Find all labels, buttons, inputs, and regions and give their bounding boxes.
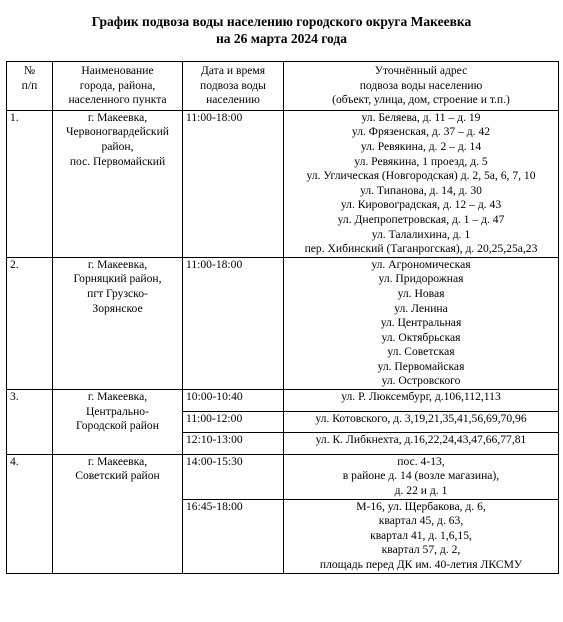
locality-line: Червоногвардейский [66,125,169,139]
header-text: п/п [21,78,38,92]
table-body [7,110,559,573]
table-row [7,110,559,257]
cell-spacer [287,448,555,454]
address-line: квартал 45, д. 63, [378,514,464,528]
header-text: № [23,64,36,77]
address-cell [284,110,559,257]
address-line: в районе д. 14 (возле магазина), [342,469,500,483]
cell-spacer [287,426,555,432]
address-line: квартал 57, д. 2, [381,543,461,557]
locality-line: г. Макеевка, [87,454,148,468]
locality-cell [53,110,183,257]
header-address [284,62,559,111]
header-locality [53,62,183,111]
address-cell [284,411,559,433]
address-cell [284,257,559,389]
delivery-time: 12:10-13:00 [183,433,284,455]
document-title [0,13,563,47]
address-line: ул. Центральная [380,316,462,330]
header-text: подвоза воды [200,78,266,92]
address-line: ул. Ревякина, д. 2 – д. 14 [360,139,482,153]
address-cell [284,433,559,455]
row-number: 1. [7,110,53,257]
address-line: ул. Типанова, д. 14, д. 30 [360,183,482,197]
address-line: ул. Ленина [394,301,448,315]
locality-line: Зорянское [92,301,143,315]
locality-line: Центрально- [86,404,149,418]
address-cell [284,454,559,499]
address-line: ул. Фрязенская, д. 37 – д. 42 [351,125,491,139]
address-line: ул. Р. Люксембург, д.106,112,113 [341,390,501,404]
delivery-time: 11:00-18:00 [183,110,284,257]
address-line: квартал 41, д. 1,6,15, [370,528,472,542]
address-cell [284,499,559,573]
address-line: ул. Новая [397,286,445,300]
locality-cell [53,390,183,455]
address-line: ул. Углическая (Новгородская) д. 2, 5а, 6, 7, 10 [306,169,536,183]
header-datetime [183,62,284,111]
delivery-time: 14:00-15:30 [183,454,284,499]
header-text: населенного пункта [68,93,167,107]
address-line: ул. Советская [387,345,455,359]
locality-line: пгт Грузско- [87,286,148,300]
address-line: ул. Талалихина, д. 1 [371,227,471,241]
locality-line: г. Макеевка, [87,390,148,404]
locality-line: г. Макеевка, [87,110,148,124]
table-row [7,390,559,412]
address-line: ул. Котовского, д. 3,19,21,35,41,56,69,70,96 [315,411,527,425]
delivery-time: 16:45-18:00 [183,499,284,573]
header-text: (объект, улица, дом, строение и т.п.) [332,93,510,107]
locality-line: пос. Первомайский [69,154,166,168]
address-line: пер. Хибинский (Таганрогская), д. 20,25,25а,23 [304,242,538,256]
delivery-time: 11:00-18:00 [183,257,284,389]
address-line: ул. Ревякина, 1 проезд, д. 5 [354,154,488,168]
table-row [7,454,559,499]
water-delivery-schedule-table [6,61,559,574]
locality-line: г. Макеевка, [87,257,148,271]
header-text: подвоза воды населению [359,78,483,92]
address-line: ул. Первомайская [377,359,465,373]
address-line: пос. 4-13, [397,454,445,468]
locality-cell [53,454,183,573]
locality-line: Городской район [76,419,159,433]
address-line: ул. К. Либкнехта, д.16,22,24,43,47,66,77,81 [315,433,527,447]
locality-line: Горняцкий район, [73,272,162,286]
locality-line: район, [101,139,134,153]
locality-cell [53,257,183,389]
row-number: 2. [7,257,53,389]
title-line-1: График подвоза воды населению городского округа Макеевка [91,14,472,29]
locality-line: Советский район [75,469,160,483]
row-number: 4. [7,454,53,573]
address-line: ул. Кировоградская, д. 12 – д. 43 [340,198,502,212]
table-header-row [7,62,559,111]
address-line: ул. Придорожная [378,272,464,286]
title-line-2: на 26 марта 2024 года [216,31,347,46]
address-line: М-16, ул. Щербакова, д. 6, [356,499,486,513]
header-number [7,62,53,111]
header-text: Наименование [81,64,154,77]
address-line: ул. Октябрьская [381,330,461,344]
delivery-time: 11:00-12:00 [183,411,284,433]
delivery-time: 10:00-10:40 [183,390,284,412]
address-cell [284,390,559,412]
header-text: города, района, [79,78,156,92]
address-line: ул. Беляева, д. 11 – д. 19 [361,110,481,124]
address-line: площадь перед ДК им. 40-летия ЛКСМУ [319,558,523,571]
address-line: ул. Днепропетровская, д. 1 – д. 47 [337,212,505,226]
header-text: населению [206,93,260,107]
address-line: д. 22 и д. 1 [394,484,448,498]
table-row [7,257,559,389]
header-text: Уточнённый адрес [374,64,468,77]
header-text: Дата и время [200,64,266,77]
cell-spacer [287,405,555,411]
address-line: ул. Островского [381,374,461,388]
row-number: 3. [7,390,53,455]
address-line: ул. Агрономическая [371,257,471,271]
